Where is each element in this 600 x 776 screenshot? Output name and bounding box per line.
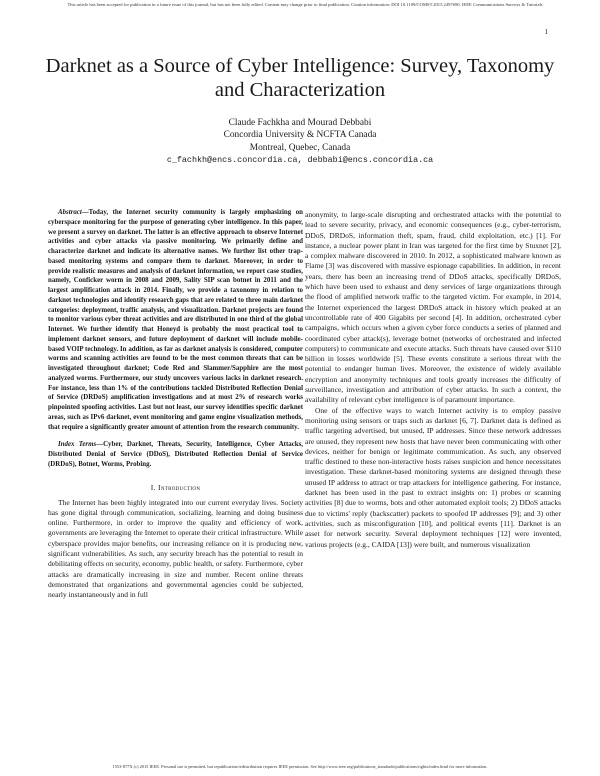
- copyright-footer: 1553-877X (c) 2015 IEEE. Personal use is permitted, but republication/redistribution requires IEEE permission. See http://www.ieee.org/publications_standards/publications/rights/index.html for more information.: [112, 764, 488, 769]
- page-number: 1: [544, 28, 548, 36]
- paper-title: Darknet as a Source of Cyber Intelligence: Survey, Taxonomy and Characterization: [45, 55, 555, 101]
- abstract-text: —Today, the Internet security community is largely emphasizing on cyberspace monitoring for the purpose of generating cyber intelligence. In this paper, we present a survey on darknet. The latter is an effective approach to observe Internet activities and cyber attacks via passive monitoring. We primarily define and characterize darknet and indicate its alternative names. We further list other trap-based monitoring systems and compare them to darknet. Moreover, in order to provide realistic measures and analysis of darknet information, we report case studies, namely, Conficker worm in 2008 and 2009, Sality SIP scan botnet in 2011 and the largest amplification attack in 2014. Finally, we provide a taxonomy in relation to darknet technologies and identify research gaps that are related to three main darknet categories: deployment, traffic analysis, and visualization. Darknet projects are found to monitor various cyber threat activities and are distributed in one third of the global Internet. We further identify that Honeyd is probably the most practical tool to implement darknet sensors, and future deployment of darknet will include mobile-based VOIP technology. In addition, as far as darknet analysis is considered, computer worms and scanning activities are found to be the most common threats that can be investigated throughout darknet; Code Red and Slammer/Sapphire are the most analyzed worms. Furthermore, our study uncovers various lacks in darknet research. For instance, less than 1% of the contributions tackled Distributed Reflection Denial of Service (DRDoS) amplification investigations and at most 2% of research works pinpointed spoofing activities. Last but not least, our survey identifies specific darknet areas, such as IPv6 darknet, event monitoring and game engine visualization methods, that require a significantly greater amount of attention from the research community.: [48, 209, 303, 431]
- journal-header-note: This article has been accepted for publication in a future issue of this journal, but has not been fully edited. Content may change prior to final publication. Citation information: DOI 10.1109/COMST.2015.2497690, IEEE Communications Surveys & Tutorials: [67, 2, 543, 7]
- body-paragraph-2: One of the effective ways to watch Internet activity is to employ passive monitoring using sensors or traps such as darknet [6, 7]. Darknet data is defined as traffic targeting advertised, but unused, IP addresses. Since these network addresses are unused, they represent new hosts that have never been communicating with other devices, neither for benign or legitimate communication. As such, any observed traffic destined to these non-interactive hosts raises suspicion and hence necessitates investigation. These darknet-based monitoring systems are designed through these unused IP address to attract or trap attackers for intelligence gathering. For instance, darknet has been used in the past to extract insights on: 1) probes or scanning activities [8] due to worms, bots and other automated exploit tools; 2) DDoS attacks due to victims' reply (backscatter) packets to spoofed IP addresses [9]; and 3) other activities, such as misconfiguration [10], and political events [11]. Darknet is an asset for network security. Several deployment techniques [12] were invented, various projects (e.g., CAIDA [13]) were built, and numerous visualization: [305, 405, 561, 549]
- author-emails: c_fachkh@encs.concordia.ca, debbabi@encs.concordia.ca: [166, 155, 434, 166]
- author-affiliation: Concordia University & NCFTA Canada: [223, 130, 377, 141]
- section-heading-introduction: I. Introduction: [150, 482, 201, 492]
- intro-paragraph: The Internet has been highly integrated into our current everyday lives. Society has gone digital through communication, socializing, learning and doing business online. Furthermore, in order to improve the quality and efficiency of work, governments are leveraging the Internet to operate their critical infrastructure. While cyberspace provides major benefits, our increasing reliance on it is producing new, significant vulnerabilities. As such, any security breach has the potential to result in debilitating effects on security, economy, public health, or safety. Furthermore, cyber attacks are dramatically increasing in size and number. Recent online threats demonstrated that organizations and governmental agencies could be subjected, nearly instantaneously and in full: [48, 497, 303, 600]
- body-paragraph-1: anonymity, to large-scale disrupting and orchestrated attacks with the potential to lead to severe security, privacy, and economic consequences (e.g., cyber-terrorism, DDoS, DRDoS, information theft, spam, fraud, child exploitation, etc.) [1]. For instance, a nuclear power plant in Iran was targeted for the first time by Stuxnet [2], a complex malware discovered in 2010. In 2012, a sophisticated malware known as Flame [3] was discovered with massive espionage capabilities. In addition, in recent years, there has been an increasing trend of DDoS attacks, specifically DRDoS, which have been used to exhaust and deny services of large organizations through the flood of amplified network traffic to the targeted victim. For example, in 2014, the Internet experienced the largest DRDoS attack in history which peaked at an uncontrollable rate of 400 Gigabits per second [4]. In addition, orchestrated cyber campaigns, which occurs when a given cyber force conducts a series of planned and coordinated cyber attack(s), leverage botnet (networks of orchestrated and infected computers) to communicate and execute attacks. Such threats have caused over $110 billion in losses worldwide [5]. These events constitute a serious threat with the potential to endanger human lives. Moreover, the existence of widely available encryption and anonymity techniques and tools greatly increases the difficulty of surveillance, investigation and attribution of cyber attacks. In such a context, the availability of relevant cyber intelligence is of paramount importance.: [305, 210, 561, 405]
- index-terms-lead: Index Terms: [58, 441, 97, 449]
- index-terms: [48, 440, 303, 469]
- author-names: Claude Fachkha and Mourad Debbabi: [228, 118, 372, 128]
- index-terms-text: —Cyber, Darknet, Threats, Security, Intelligence, Cyber Attacks, Distributed Denial of Service (DDoS), Distributed Reflection Denial of Service (DRDoS), Botnet, Worms, Probing.: [48, 441, 304, 468]
- author-location: Montreal, Quebec, Canada: [249, 142, 351, 153]
- right-column: [305, 210, 561, 550]
- author-block: [80, 117, 520, 167]
- abstract-lead: Abstract: [58, 209, 82, 216]
- abstract: [48, 208, 303, 432]
- left-column: [48, 208, 303, 600]
